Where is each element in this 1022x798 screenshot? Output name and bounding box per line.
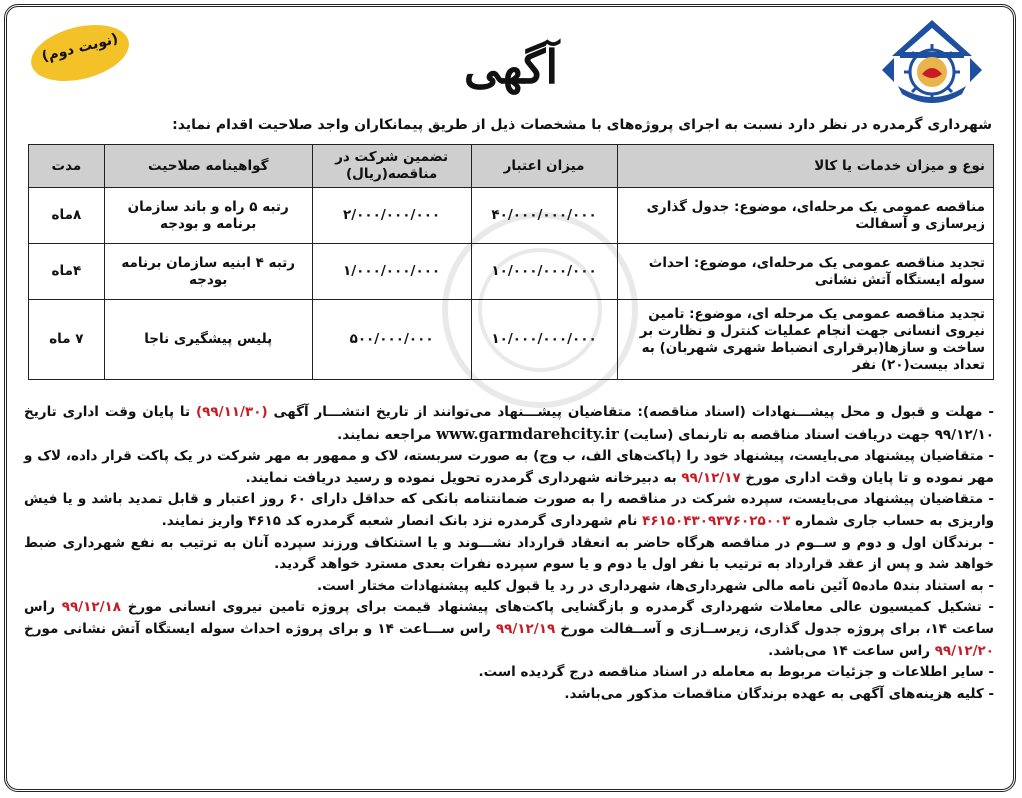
website-link[interactable]: www.garmdarehcity.ir [436, 424, 619, 443]
date-highlight: ۹۹/۱۲/۲۰ [934, 642, 994, 659]
paragraph-deadline [24, 402, 994, 446]
header-title: نوع و میزان خدمات یا کالا [617, 145, 993, 188]
header-guarantee: تضمین شرکت در مناقصه(ریال) [312, 145, 471, 188]
row-title: مناقصه عمومی یک مرحله‌ای، موضوع: جدول گذاری زیرسازی و آسفالت [617, 188, 993, 244]
edition-badge: (نوبت دوم) [40, 30, 120, 66]
text-span: - متقاضیان پیشنهاد می‌بایست، سپرده شرکت در مناقصه را به صورت ضمانتنامه بانکی که حداقل دارای ۶۰ روز اعتبار و قابل تمدید باشد و یا فیش واریزی به حساب جاری شماره [24, 491, 994, 529]
row-guarantee: ۵۰۰/۰۰۰/۰۰۰ [312, 300, 471, 380]
text-span: متقاضیان پیشـــنهاد می‌توانند از تاریخ انتشـــار آگهی [267, 404, 638, 420]
table-row [29, 188, 994, 244]
text-span: نام شهرداری گرمدره نزد بانک انصار شعبه گرمدره کد ۴۶۱۵ واریز نمایند. [161, 512, 643, 529]
text-span: راس ساعت ۱۴ می‌باشد. [768, 642, 935, 659]
header-duration: مدت [29, 145, 105, 188]
row-guarantee: ۱/۰۰۰/۰۰۰/۰۰۰ [312, 244, 471, 300]
date-highlight: ۹۹/۱۲/۱۸ [61, 599, 122, 616]
row-certificate: رتبه ۴ ابنیه سازمان برنامه بودجه [104, 244, 312, 300]
row-title: تجدید مناقصه عمومی یک مرحله ای، موضوع: تامین نیروی انسانی جهت انجام عملیات کنترل و نظارت بر ساخت و سازها(برقراری انضباط شهری شهربان) به تعداد بیست(۲۰) نفر [617, 300, 993, 380]
table-row [29, 244, 994, 300]
text-span: تا پایان وقت اداری تاریخ ۹۹/۱۲/۱۰ جهت دریافت اسناد مناقصه به تارنمای (سایت) [24, 404, 994, 443]
text-span: راس ســـاعت ۱۴ و برای پروژه احداث سوله ایستگاه آتش نشانی مورخ [24, 620, 496, 637]
page-title: آگهی [463, 40, 559, 94]
row-certificate: پلیس پیشگیری ناجا [104, 300, 312, 380]
text-span: راس ساعت ۱۴، برای پروژه جدول گذاری، زیرســازی و آســفالت مورخ [24, 599, 994, 637]
paragraph-rights: - به استناد بند۵ ماده۵ آئین نامه مالی شهرداری‌ها، شهرداری در رد یا قبول کلیه پیشنهادات مختار است. [316, 577, 994, 594]
row-duration: ۷ ماه [29, 300, 105, 380]
row-title: تجدید مناقصه عمومی یک مرحله‌ای، موضوع: احداث سوله ایستگاه آتش نشانی [617, 244, 993, 300]
table-header-row [29, 145, 994, 188]
row-budget: ۴۰/۰۰۰/۰۰۰/۰۰۰ [471, 188, 617, 244]
intro-text: شهرداری گرمدره در نظر دارد نسبت به اجرای پروژه‌های با مشخصات ذیل از طریق پیمانکاران واجد صلاحیت اقدام نماید: [172, 117, 992, 133]
row-budget: ۱۰/۰۰۰/۰۰۰/۰۰۰ [471, 300, 617, 380]
paragraph-costs: - کلیه هزینه‌های آگهی به عهده برندگان مناقصات مذکور می‌باشد. [564, 685, 994, 702]
text-span: به دبیرخانه شهرداری گرمدره تحویل نموده و رسید دریافت نمایند. [245, 469, 682, 486]
date-highlight: ۹۹/۱۲/۱۷ [681, 469, 741, 486]
paragraph-submission [24, 446, 994, 489]
paragraph-lead: - مهلت و قبول و محل پیشـــنهادات (اسناد مناقصه): [637, 404, 995, 420]
row-duration: ۸ماه [29, 188, 105, 244]
header-budget: میزان اعتبار [471, 145, 617, 188]
paragraph-winners: - برندگان اول و دوم و ســوم در مناقصه هرگاه حاضر به انعقاد قرارداد نشـــوند و یا استنکاف ورزند سپرده آنان به ترتیب به نفع شهرداری ضبط خواهد شد و پس از عقد قرارداد به ترتیب با نفر اول یا دوم و یا سوم سپرده نفرات بعدی مسترد خواهد گردید. [24, 534, 994, 573]
notice-body [24, 402, 994, 705]
text-span: مراجعه نمایند. [337, 426, 437, 443]
paragraph-commission [24, 597, 994, 662]
text-span: - تشکیل کمیسیون عالی معاملات شهرداری گرمدره و بازگشایی پاکت‌های پیشنهاد قیمت برای پروژه تامین نیروی انسانی مورخ [121, 599, 994, 616]
row-budget: ۱۰/۰۰۰/۰۰۰/۰۰۰ [471, 244, 617, 300]
header-certificate: گواهینامه صلاحیت [104, 145, 312, 188]
paragraph-info: - سایر اطلاعات و جزئیات مربوط به معامله در اسناد مناقصه درج گردیده است. [478, 664, 994, 681]
date-highlight: (۹۹/۱۱/۳۰) [195, 404, 268, 420]
row-guarantee: ۲/۰۰۰/۰۰۰/۰۰۰ [312, 188, 471, 244]
table-row [29, 300, 994, 380]
text-span: - متقاضیان پیشنهاد می‌بایست، پیشنهاد خود را (پاکت‌های الف، ب وج) به صورت سربسته، لاک و ممهور به مهر شرکت در یک پاکت قرار داده، لاک و مهر نموده و تا پایان وقت اداری مورخ [24, 448, 994, 486]
paragraph-deposit [24, 489, 994, 532]
account-number: ۴۶۱۵۰۴۳۰۹۳۷۶۰۲۵۰۰۳ [642, 512, 791, 529]
row-duration: ۴ماه [29, 244, 105, 300]
date-highlight: ۹۹/۱۲/۱۹ [495, 620, 556, 637]
row-certificate: رتبه ۵ راه و باند سازمان برنامه و بودجه [104, 188, 312, 244]
tender-table [28, 144, 994, 380]
